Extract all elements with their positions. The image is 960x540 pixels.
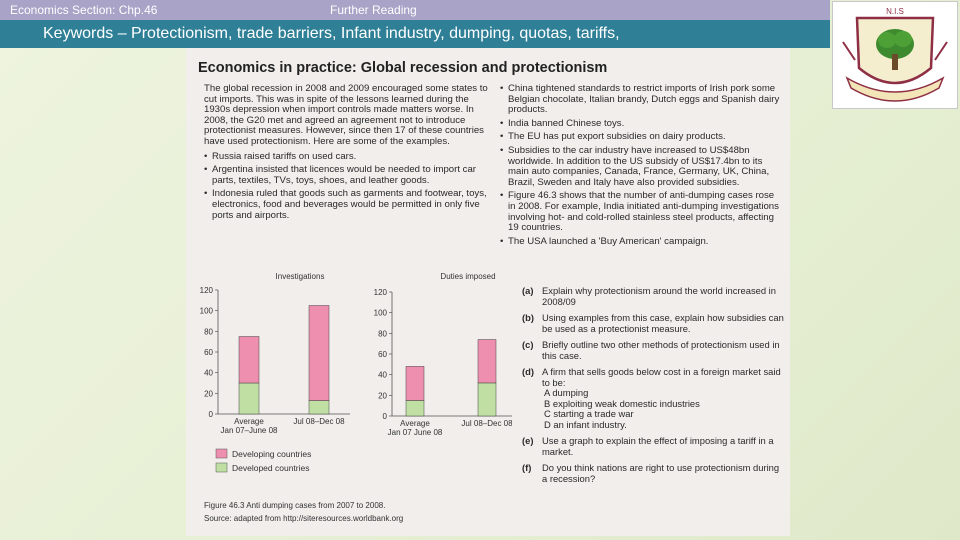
y-tick-label: 120 [373, 288, 387, 297]
y-tick-label: 40 [204, 368, 213, 378]
anti-dumping-charts [194, 270, 512, 532]
y-tick-label: 20 [204, 389, 213, 399]
x-tick-label: Average [400, 419, 430, 428]
option-d: D an infant industry. [544, 418, 627, 430]
question-label: (d) [522, 366, 534, 377]
question-label: (f) [522, 462, 532, 473]
chart-title: Investigations [275, 272, 325, 281]
list-item: • Indonesia ruled that goods such as garments and footwear, toys, electronics, food and beverages would be permitted in only five ports and airports. [204, 189, 496, 221]
x-tick-label: Jul 08–Dec 08 [461, 419, 512, 428]
bar-segment [309, 306, 329, 401]
question-label: (b) [522, 312, 534, 323]
question-b [522, 313, 784, 334]
list-item: • India banned Chinese toys. [500, 119, 784, 130]
bar-segment [406, 366, 424, 400]
keywords-bar [0, 20, 830, 48]
question-e [522, 436, 784, 457]
y-tick-label: 100 [373, 308, 387, 318]
list-item: • The EU has put export subsidies on dairy products. [500, 132, 784, 143]
y-tick-label: 100 [199, 306, 213, 316]
y-tick-label: 80 [204, 327, 213, 337]
left-column [204, 84, 496, 224]
top-bar [0, 0, 830, 20]
y-tick-label: 40 [378, 370, 387, 380]
question-text: A firm that sells goods below cost in a foreign market said to be: [542, 366, 781, 388]
figure-46-3 [194, 270, 512, 532]
question-text: Use a graph to explain the effect of imposing a tariff in a market. [542, 435, 774, 457]
textbook-page [186, 48, 790, 536]
figure-source: Source: adapted from http://siteresources.worldbank.org [204, 514, 404, 523]
list-item: • Argentina insisted that licences would be needed to import car parts, textiles, TVs, toys, shoes, and leather goods. [204, 165, 496, 186]
questions-list [522, 286, 784, 490]
legend-label-developed: Developed countries [232, 463, 310, 473]
bar-segment [239, 337, 259, 384]
bar-segment [406, 401, 424, 417]
x-tick-label: Average [234, 417, 264, 426]
list-item: • Russia raised tariffs on used cars. [204, 152, 496, 163]
question-d [522, 367, 784, 430]
list-item: • Subsidies to the car industry have increased to US$48bn worldwide. In addition to the US subsidy of US$17.4bn to its main auto companies, Canada, France, Germany, UK, China, Brazil, Sweden and Italy have also provided subsidies. [500, 146, 784, 188]
bar-segment [309, 401, 329, 414]
x-tick-label: Jan 07–June 08 [220, 426, 278, 435]
bar-segment [478, 340, 496, 383]
question-label: (c) [522, 339, 534, 350]
list-item: • The USA launched a 'Buy American' campaign. [500, 237, 784, 248]
option-b: B exploiting weak domestic industries [544, 397, 700, 409]
figure-caption: Figure 46.3 Anti dumping cases from 2007 to 2008. [204, 501, 386, 510]
list-item: • Figure 46.3 shows that the number of anti-dumping cases rose in 2008. For example, India initiated anti-dumping investigations involving hot- and cold-rolled stainless steel products, affecting 19 countries. [500, 191, 784, 233]
chart-title: Duties imposed [440, 272, 496, 281]
question-text: Do you think nations are right to use protectionism during a recession? [542, 462, 780, 484]
question-label: (e) [522, 435, 534, 446]
question-text: Explain why protectionism around the world increased in 2008/09 [542, 285, 776, 307]
list-item: • China tightened standards to restrict imports of Irish pork some Belgian chocolate, Italian brandy, Dutch eggs and Spanish dairy products. [500, 84, 784, 116]
y-tick-label: 20 [378, 391, 387, 401]
school-logo [832, 1, 958, 109]
y-tick-label: 120 [199, 286, 213, 295]
left-bullet-list [204, 152, 496, 222]
question-label: (a) [522, 285, 534, 296]
right-bullet-list [500, 84, 784, 247]
section-label: Economics Section: Chp.46 [10, 3, 158, 17]
question-f [522, 463, 784, 484]
legend-swatch-developed [216, 463, 227, 472]
legend-swatch-developing [216, 449, 227, 458]
y-tick-label: 60 [378, 350, 387, 359]
question-text: Using examples from this case, explain how subsidies can be used as a protectionist measure. [542, 312, 784, 334]
crest-icon [833, 2, 957, 108]
x-tick-label: Jan 07 June 08 [387, 428, 443, 437]
y-tick-label: 0 [208, 410, 213, 419]
question-a [522, 286, 784, 307]
y-tick-label: 0 [382, 412, 387, 421]
bar-segment [478, 383, 496, 416]
x-tick-label: Jul 08–Dec 08 [293, 417, 345, 426]
question-text: Briefly outline two other methods of protectionism used in this case. [542, 339, 780, 361]
intro-paragraph: The global recession in 2008 and 2009 encouraged some states to cut imports. This was in spite of the lessons learned during the 1930s depression when import controls made matters worse. In 2008, the G20 met and agreed an agreement not to introduce protectionist measures. However, since then 17 of these countries have used protectionism. Here are some of the examples. [204, 83, 488, 147]
option-c: C starting a trade war [544, 408, 634, 419]
y-tick-label: 80 [378, 329, 387, 339]
further-reading-label: Further Reading [330, 3, 417, 17]
option-a: A dumping [544, 387, 589, 398]
logo-text: N.I.S [886, 7, 904, 16]
right-column [500, 84, 784, 250]
question-c [522, 340, 784, 361]
y-tick-label: 60 [204, 348, 213, 357]
page-title: Economics in practice: Global recession and protectionism [198, 60, 608, 76]
keywords-text: Keywords – Protectionism, trade barriers, Infant industry, dumping, quotas, tariffs, [43, 25, 620, 42]
legend-label-developing: Developing countries [232, 449, 312, 459]
bar-segment [239, 383, 259, 414]
